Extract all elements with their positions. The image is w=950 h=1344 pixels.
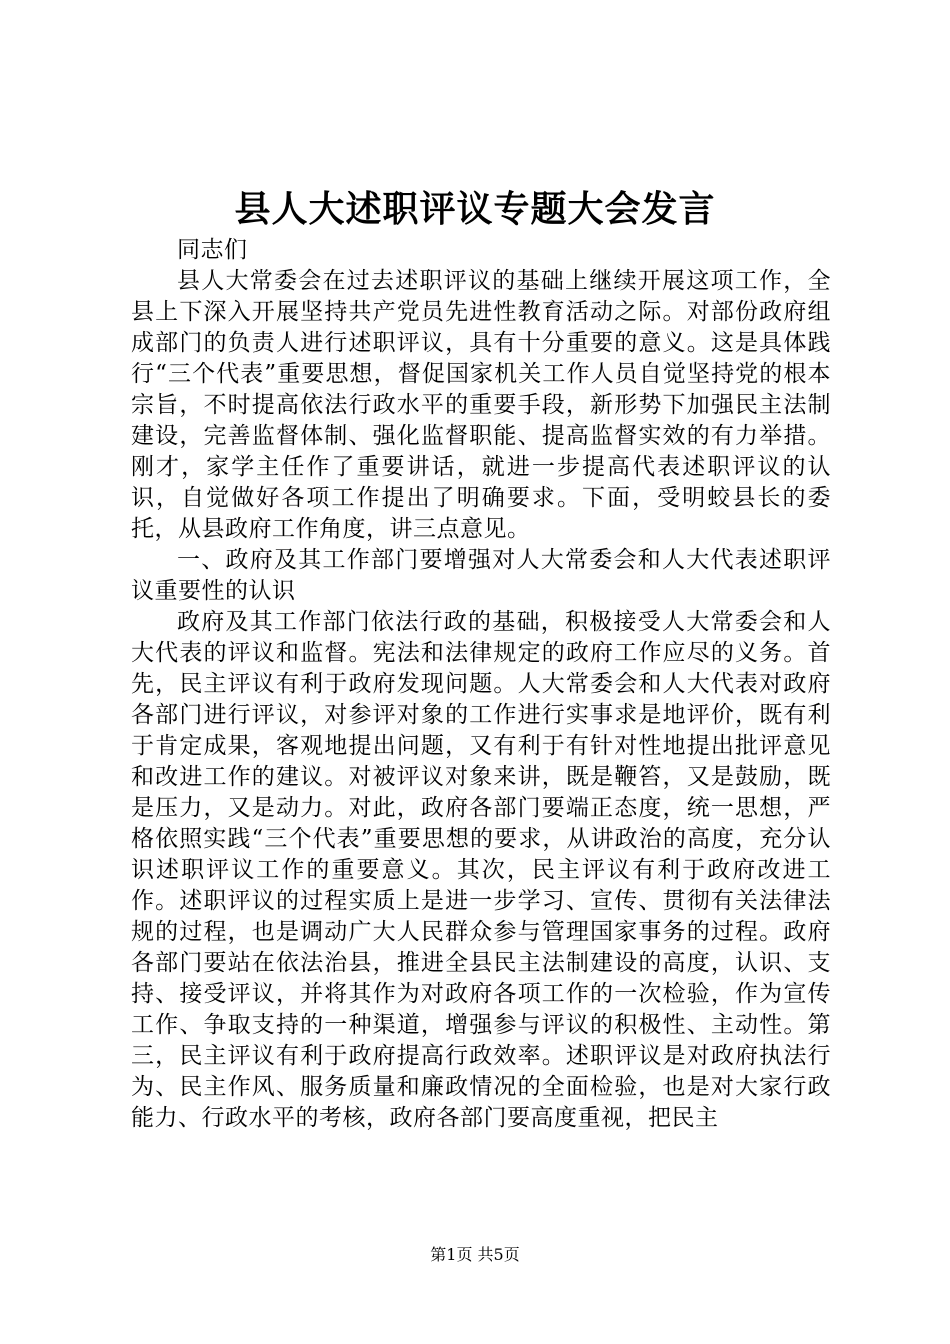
salutation-paragraph: 同志们 (177, 237, 248, 263)
page-footer: 第1页 共5页 (430, 1245, 520, 1264)
document-body (131, 235, 831, 1134)
intro-paragraph: 县人大常委会在过去述职评议的基础上继续开展这项工作，全县上下深入开展坚持共产党员先进性教育活动之际。对部份政府组成部门的负责人进行述职评议，具有十分重要的意义。这是具体践行“三个代表”重要思想，督促国家机关工作人员自觉坚持党的根本宗旨，不时提高依法行政水平的重要手段，新形势下加强民主法制建设，完善监督体制、强化监督职能、提高监督实效的有力举措。刚才，家学主任作了重要讲话，就进一步提高代表述职评议的认识，自觉做好各项工作提出了明确要求。下面，受明蛟县长的委托，从县政府工作角度，讲三点意见。 (131, 268, 831, 542)
body-paragraph: 政府及其工作部门依法行政的基础，积极接受人大常委会和人大代表的评议和监督。宪法和法律规定的政府工作应尽的义务。首先，民主评议有利于政府发现问题。人大常委会和人大代表对政府各部门进行评议，对参评对象的工作进行实事求是地评价，既有利于肯定成果，客观地提出问题，又有利于有针对性地提出批评意见和改进工作的建议。对被评议对象来讲，既是鞭笞，又是鼓励，既是压力，又是动力。对此，政府各部门要端正态度，统一思想，严格依照实践“三个代表”重要思想的要求，从讲政治的高度，充分认识述职评议工作的重要意义。其次，民主评议有利于政府改进工作。述职评议的过程实质上是进一步学习、宣传、贯彻有关法律法规的过程，也是调动广大人民群众参与管理国家事务的过程。政府各部门要站在依法治县，推进全县民主法制建设的高度，认识、支持、接受评议，并将其作为对政府各项工作的一次检验，作为宣传工作、争取支持的一种渠道，增强参与评议的积极性、主动性。第三，民主评议有利于政府提高行政效率。述职评议是对政府执法行为、民主作风、服务质量和廉政情况的全面检验，也是对大家行政能力、行政水平的考核，政府各部门要高度重视，把民主 (131, 609, 831, 1131)
document-title: 县人大述职评议专题大会发言 (234, 188, 716, 230)
section-heading: 一、政府及其工作部门要增强对人大常委会和人大代表述职评议重要性的认识 (131, 547, 831, 604)
